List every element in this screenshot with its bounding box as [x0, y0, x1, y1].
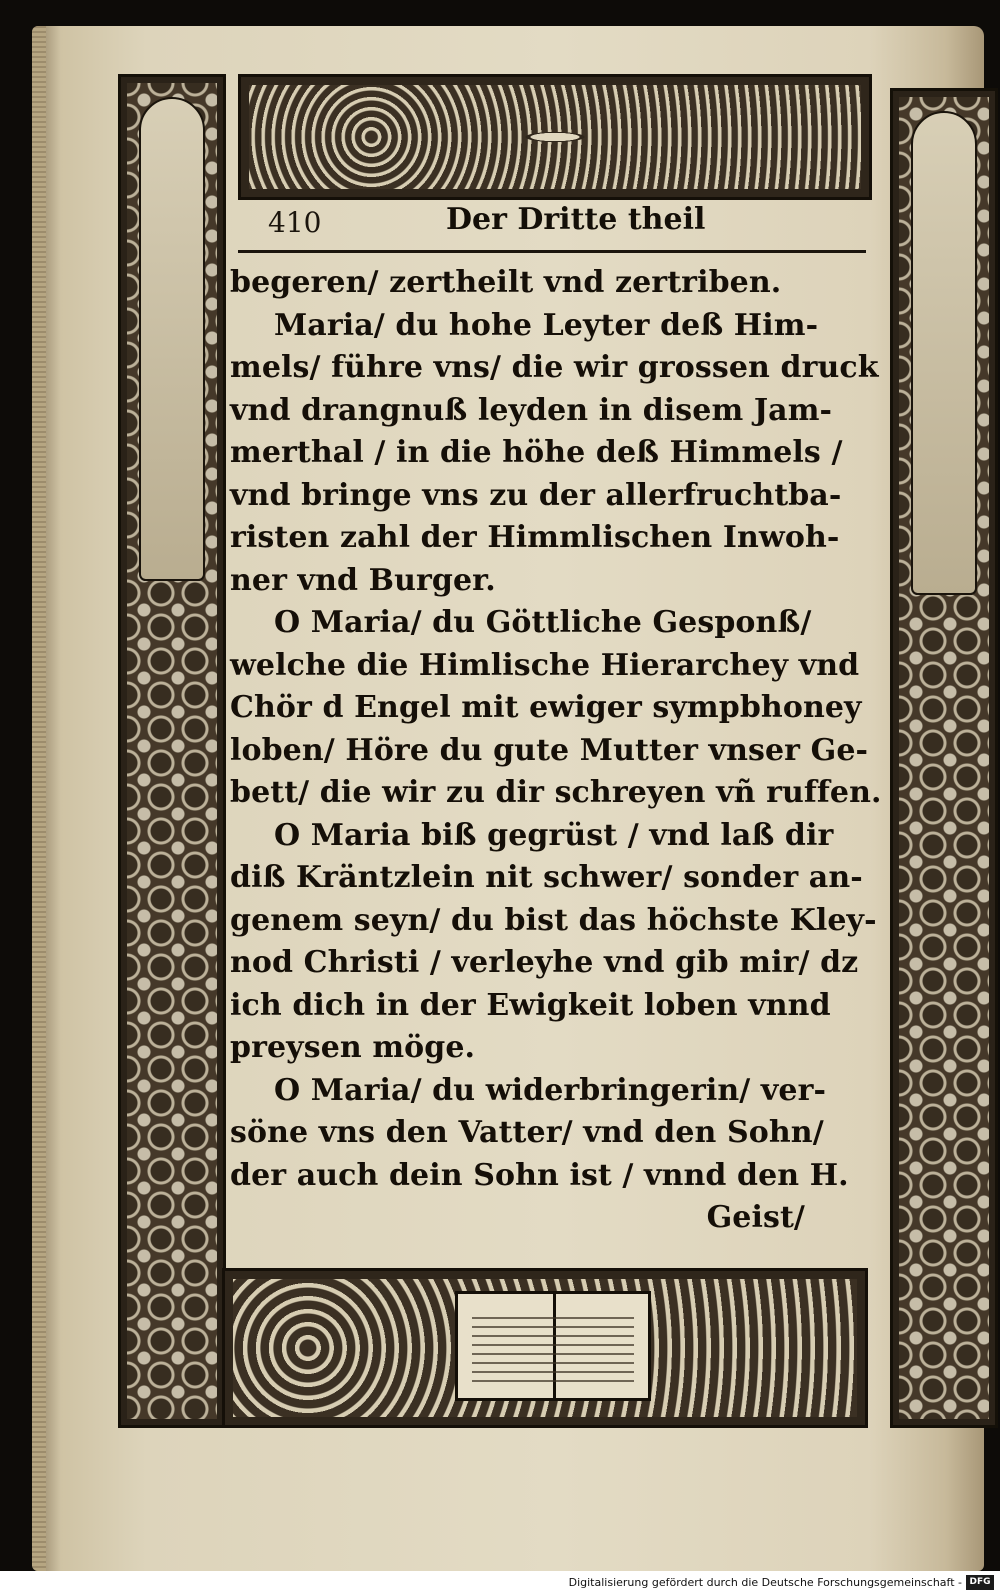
text-line: merthal / in die höhe deß Himmels / — [230, 435, 843, 470]
funding-credit: Digitalisierung gefördert durch die Deutsche Forschungsgemeinschaft - — [568, 1576, 962, 1589]
text-line: vnd drangnuß leyden in disem Jam- — [230, 392, 833, 428]
text-line: O Maria/ du Göttliche Gesponß/ — [274, 605, 812, 640]
digitization-footer — [0, 1571, 1000, 1595]
running-head — [238, 200, 866, 253]
text-line: O Maria biß gegrüst / vnd laß dir — [274, 817, 834, 853]
text-line: diß Kräntzlein nit schwer/ sonder an- — [230, 860, 863, 895]
text-line: nod Christi / verleyhe vnd gib mir/ dz — [230, 945, 859, 980]
open-book-icon — [455, 1291, 651, 1401]
text-line: söne vns den Vatter/ vnd den Sohn/ — [230, 1115, 824, 1150]
prayer-text — [230, 262, 882, 1240]
text-line: risten zahl der Himmlischen Inwoh- — [230, 520, 840, 555]
top-ornament-foliage — [249, 85, 861, 189]
text-line: Maria/ du hohe Leyter deß Him- — [274, 307, 819, 343]
page-number: 410 — [268, 206, 322, 239]
page-title: Der Dritte theil — [446, 202, 706, 237]
text-line: loben/ Höre du gute Mutter vnser Ge- — [230, 732, 869, 768]
text-line: Chör d Engel mit ewiger sympbhoney — [230, 690, 862, 725]
text-line: ner vnd Burger. — [230, 562, 496, 598]
text-line: ich dich in der Ewigkeit loben vnnd — [230, 987, 831, 1023]
right-saint-figure — [911, 111, 977, 595]
text-line: genem seyn/ du bist das höchste Kley- — [230, 902, 877, 938]
text-line: begeren/ zertheilt vnd zertriben. — [230, 265, 782, 300]
text-line: preysen möge. — [230, 1030, 476, 1065]
text-line: mels/ führe vns/ die wir grossen druck — [230, 350, 879, 385]
text-line: vnd bringe vns zu der allerfruchtba- — [230, 477, 842, 513]
left-woodcut-border — [118, 74, 226, 1428]
text-line: welche die Himlische Hierarchey vnd — [230, 647, 860, 683]
dfg-logo: DFG — [966, 1575, 994, 1590]
right-woodcut-border — [890, 88, 998, 1428]
text-line: bett/ die wir zu dir schreyen vñ ruffen. — [230, 775, 882, 810]
catchword: Geist/ — [706, 1200, 805, 1235]
text-line: der auch dein Sohn ist / vnnd den H. — [230, 1157, 849, 1193]
text-line: O Maria/ du widerbringerin/ ver- — [274, 1072, 827, 1108]
left-saint-figure — [139, 97, 205, 581]
top-ornament-band — [238, 74, 872, 200]
bottom-ornament-band — [222, 1268, 868, 1428]
page-edges — [32, 26, 46, 1571]
